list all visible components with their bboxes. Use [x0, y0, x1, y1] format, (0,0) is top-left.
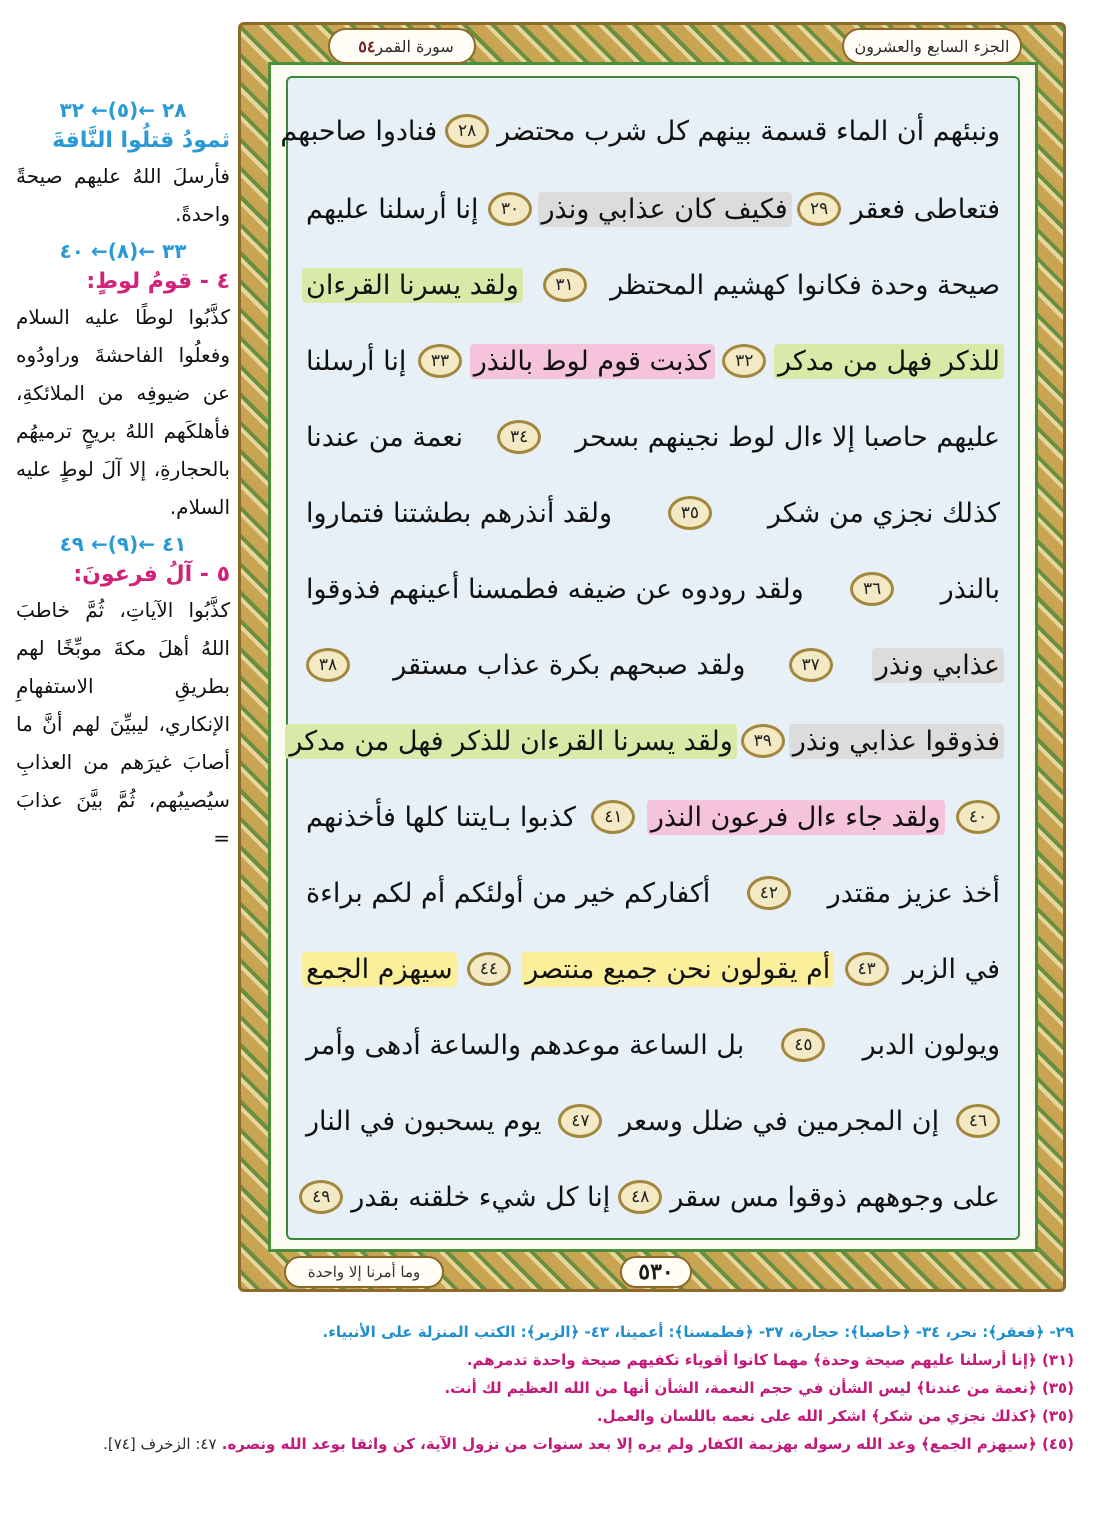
ayah-number-marker: ٢٨: [445, 114, 489, 148]
verse-range: ٣٣ ←(٨)← ٤٠: [59, 239, 187, 263]
verse-text: عليهم حاصبا إلا ءال لوط نجينهم بسحر: [575, 421, 1000, 453]
verse-text-highlight: ولقد يسرنا القرءان: [302, 268, 523, 303]
ayah-number-marker: ٤٩: [299, 1180, 343, 1214]
ayah-number-marker: ٢٩: [797, 192, 841, 226]
surah-label: [328, 28, 476, 64]
glossary: [34, 1318, 1074, 1458]
note-title: ٤ - قومُ لوطٍ:: [86, 269, 230, 294]
note-body: كذَّبُوا لوطًا عليه السلام وفعلُوا الفاحشةَ وراودُوه عن ضيوفِه من الملائكةِ، فأهلكَهم اللهُ بريحٍ ترميهُم بالحجارةِ، إلا آلَ لوطٍ عليه السلام.: [16, 305, 230, 519]
catchword-text: وما أمرنا إلا واحدة: [307, 1263, 421, 1281]
note-body: فأرسلَ اللهُ عليهم صيحةً واحدةً.: [16, 164, 230, 226]
verse-range: ٤١ ←(٩)← ٤٩: [59, 532, 187, 556]
ayah-number-marker: ٣٦: [850, 572, 894, 606]
verse-text-highlight: ولقد جاء ءال فرعون النذر: [647, 800, 945, 835]
glossary-line: (٣٥) ﴿نعمة من عندنا﴾ ليس الشأن في حجم النعمة، الشأن أنها من الله العظيم لك أنت.: [444, 1379, 1074, 1397]
verse-text: ونبئهم أن الماء قسمة بينهم كل شرب محتضر: [497, 115, 1000, 147]
note-title: ٥ - آلُ فرعونَ:: [73, 562, 230, 587]
verse-text: على وجوههم ذوقوا مس سقر: [670, 1181, 1000, 1213]
ayah-number-marker: ٣١: [543, 268, 587, 302]
surah-name: سورة القمر: [375, 36, 454, 56]
verse-line-6: [302, 486, 1004, 540]
verse-line-3: [302, 258, 1004, 312]
verse-line-7: [302, 562, 1004, 616]
ayah-number-marker: ٤٨: [618, 1180, 662, 1214]
verse-text: ويولون الدبر: [862, 1029, 1000, 1061]
verse-line-2: [302, 182, 1004, 236]
ayah-number-marker: ٤٤: [467, 952, 511, 986]
glossary-line-text: (٤٥) ﴿سيهزم الجمع﴾ وعد الله رسوله بهزيمة الكفار ولم يره إلا بعد سنوات من نزول الآية، كن واثقا بوعد الله ونصره.: [221, 1435, 1074, 1453]
cross-reference: ٤٧: الزخرف [٧٤].: [103, 1435, 217, 1453]
ayah-number-marker: ٣٥: [668, 496, 712, 530]
verse-text: إنا أرسلنا: [306, 345, 407, 377]
glossary-line: [34, 1430, 1074, 1458]
glossary-line: (٣١) ﴿إنا أرسلنا عليهم صيحة وحدة﴾ مهما كانوا أقوياء تكفيهم صيحة واحدة تدمرهم.: [466, 1351, 1074, 1369]
verse-line-12: [302, 942, 1004, 996]
verse-text: إن المجرمين في ضلل وسعر: [619, 1105, 940, 1137]
verse-text-highlight: ولقد يسرنا القرءان للذكر فهل من مدكر: [285, 724, 736, 759]
verse-text-highlight: كذبت قوم لوط بالنذر: [470, 344, 715, 379]
ayah-number-marker: ٣٤: [497, 420, 541, 454]
verse-text: إنا كل شيء خلقنه بقدر: [351, 1181, 611, 1213]
verse-text: فنادوا صاحبهم: [280, 115, 438, 147]
ayah-number-marker: ٤١: [591, 800, 635, 834]
verse-text: ولقد رودوه عن ضيفه فطمسنا أعينهم فذوقوا: [306, 573, 804, 605]
verse-text: بل الساعة موعدهم والساعة أدهى وأمر: [306, 1029, 745, 1061]
margin-notes: [16, 96, 230, 863]
ayah-number-marker: ٣٨: [306, 648, 350, 682]
verse-text-highlight: عذابي ونذر: [872, 648, 1004, 683]
verse-line-8: [302, 638, 1004, 692]
verse-text: ولقد أنذرهم بطشتنا فتماروا: [306, 497, 613, 529]
verse-line-9: [289, 714, 1004, 768]
verse-text: أكفاركم خير من أولئكم أم لكم براءة: [306, 877, 711, 909]
verse-text-highlight: أم يقولون نحن جميع منتصر: [521, 952, 834, 987]
verse-text: إنا أرسلنا عليهم: [306, 193, 479, 225]
glossary-line: ٢٩- ﴿فعقر﴾: نحر، ٣٤- ﴿حاصبا﴾: حجارة، ٣٧- ﴿فطمسنا﴾: أعمينا، ٤٣- ﴿الزبر﴾: الكتب المنزلة على الأنبياء.: [322, 1323, 1074, 1341]
verse-text: أخذ عزيز مقتدر: [827, 877, 1000, 909]
verse-text: نعمة من عندنا: [306, 421, 463, 453]
ayah-number-marker: ٣٣: [418, 344, 462, 378]
glossary-line: (٣٥) ﴿كذلك نجزي من شكر﴾ اشكر الله على نعمه باللسان والعمل.: [596, 1407, 1074, 1425]
ayah-number-marker: ٤٠: [956, 800, 1000, 834]
catchword: [284, 1256, 444, 1288]
juz-label-text: الجزء السابع والعشرون: [854, 36, 1010, 56]
note-body: كذَّبُوا الآياتِ، ثُمَّ خاطبَ اللهُ أهلَ مكةَ موبِّخًا لهم بطريقِ الاستفهامِ الإنكاري، ليبيِّنَ لهم أنَّ ما أصابَ غيرَهم من العذابِ سيُصيبُهم، ثُمَّ بيَّنَ عذابَ =: [16, 598, 230, 850]
verse-line-11: [302, 866, 1004, 920]
verse-text: كذلك نجزي من شكر: [767, 497, 1000, 529]
page-number: [620, 1256, 692, 1288]
verse-text: صيحة وحدة فكانوا كهشيم المحتظر: [610, 269, 1000, 301]
ayah-number-marker: ٤٧: [558, 1104, 602, 1138]
verse-text: في الزبر: [902, 953, 1000, 985]
verse-text-highlight: للذكر فهل من مدكر: [774, 344, 1004, 379]
ayah-number-marker: ٣٩: [741, 724, 785, 758]
verse-text: يوم يسحبون في النار: [306, 1105, 542, 1137]
verse-line-15: [302, 1170, 1004, 1224]
verse-text-highlight: فكيف كان عذابي ونذر: [538, 192, 792, 227]
verse-text-highlight: فذوقوا عذابي ونذر: [789, 724, 1004, 759]
ayah-number-marker: ٣٧: [789, 648, 833, 682]
page-number-text: ٥٣٠: [638, 1259, 674, 1285]
verse-text: بالنذر: [940, 573, 1000, 605]
ayah-number-marker: ٣٠: [488, 192, 532, 226]
ayah-number-marker: ٣٢: [722, 344, 766, 378]
note-title: ثمودُ قتلُوا النَّاقةَ: [52, 128, 230, 153]
verse-range: ٢٨ ←(٥)← ٣٢: [59, 98, 187, 122]
ayah-number-marker: ٤٢: [747, 876, 791, 910]
verse-line-5: [302, 410, 1004, 464]
verse-line-10: [302, 790, 1004, 844]
ayah-number-marker: ٤٦: [956, 1104, 1000, 1138]
surah-number: ٥٤: [358, 36, 376, 56]
verse-text: كذبوا بـايتنا كلها فأخذنهم: [306, 801, 576, 833]
verse-line-13: [302, 1018, 1004, 1072]
ayah-number-marker: ٤٣: [845, 952, 889, 986]
verse-line-4: [302, 334, 1004, 388]
verse-line-14: [302, 1094, 1004, 1148]
verse-text: ولقد صبحهم بكرة عذاب مستقر: [393, 649, 746, 681]
verse-text: فتعاطى فعقر: [850, 193, 1000, 225]
verse-text-highlight: سيهزم الجمع: [302, 952, 457, 987]
verse-line-1: [280, 104, 1004, 158]
ayah-number-marker: ٤٥: [781, 1028, 825, 1062]
juz-label: [842, 28, 1022, 64]
